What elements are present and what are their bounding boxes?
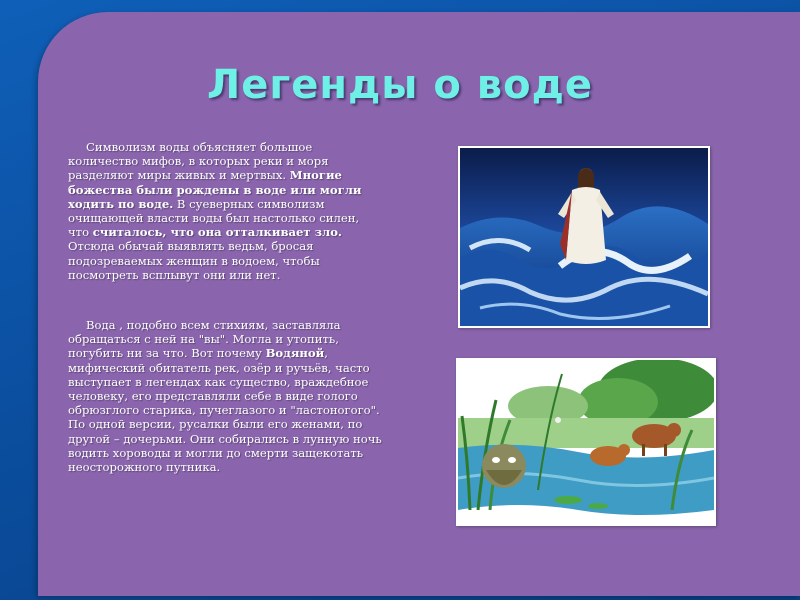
paragraph-text: Вода , подобно всем стихиям, заставляла обращаться с ней на "вы". Могла и утопить, погубить ни за что. Вот почему: [68, 318, 341, 361]
paragraph-text: Символизм воды объясняет большое количество мифов, в которых реки и моря разделяют миры живых и мертвых.: [68, 140, 329, 183]
paragraph-vodyanoy: [68, 318, 386, 474]
vodyanoy-illustration-image: [456, 358, 716, 526]
paragraph-text: , мифический обитатель рек, озёр и ручьёв, часто выступает в легендах как существо, враждебное человеку, его представляли себе в виде голого обрюзглого старика, пучеглазого и "ластоногого". По одной версии, русалки были его женами, по другой – дочерьми. Они собирались в лунную ночь водить хороводы и могли до смерти защекотать неосторожного путника.: [68, 346, 382, 475]
paragraph-text: Отсюда обычай выявлять ведьм, бросая подозреваемых женщин в водоем, чтобы посмотреть всплывут они или нет.: [68, 239, 320, 282]
paragraph-text: В суеверных символизм очищающей власти воды был настолько силен, что: [68, 196, 360, 240]
bold-text: Водяной: [265, 346, 325, 361]
paragraph-water-symbolism: [68, 140, 376, 282]
waves-painting-image: [458, 146, 710, 328]
bold-text: Многие божества были рождены в воде или могли ходить по воде.: [68, 168, 362, 211]
bold-text: считалось, что она отталкивает зло.: [92, 225, 342, 240]
slide-title: Легенды о воде: [206, 62, 594, 108]
